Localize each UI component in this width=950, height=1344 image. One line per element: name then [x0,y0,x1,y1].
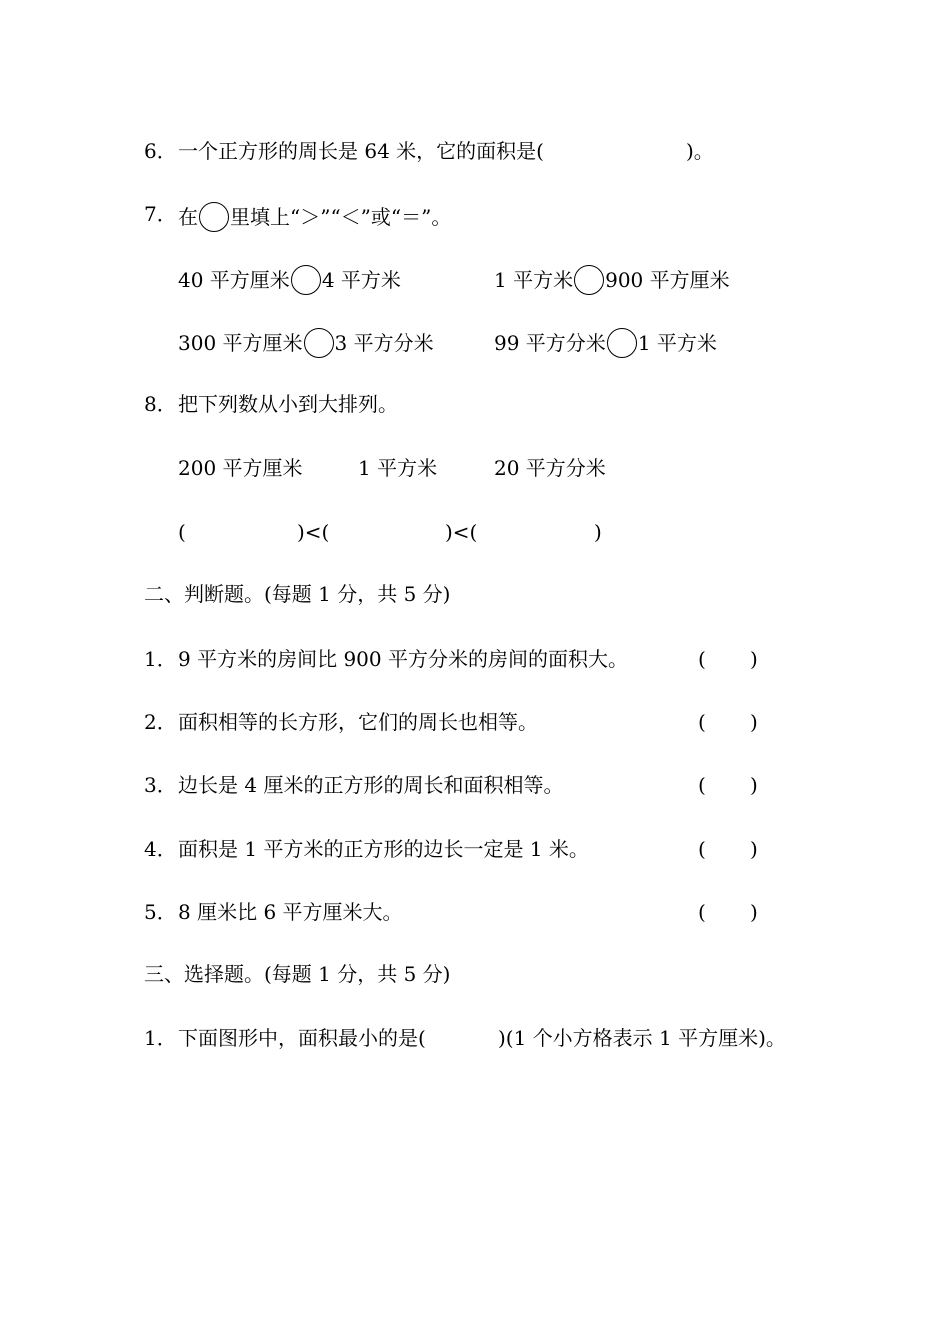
circle-blank-icon[interactable] [574,265,604,295]
s2-item-4-text: 面积是 1 平方米的正方形的边长一定是 1 米。 [178,837,589,861]
s2-item-4-open: ( [698,837,706,861]
q6-text: 一个正方形的周长是 64 米，它的面积是( [178,139,544,163]
q8-value-2: 1 平方米 [358,456,438,480]
s3-q1-number: 1． [144,1026,177,1050]
s3-q1-text: 下面图形中，面积最小的是( [178,1026,426,1050]
q8-value-3: 20 平方分米 [494,456,606,480]
q8-value-1: 200 平方厘米 [178,456,303,480]
s2-item-3-open: ( [698,773,706,797]
q7-item-1: 40 平方厘米 4 平方米 [178,265,401,295]
q7-instruction: 在 里填上“＞”“＜”或“＝”。 [178,202,451,232]
s2-item-3-number: 3． [144,773,177,797]
s2-item-5-number: 5． [144,900,177,924]
q8-text: 把下列数从小到大排列。 [178,392,398,416]
s2-item-5-text: 8 厘米比 6 平方厘米大。 [178,900,403,924]
s2-item-3-close: ) [750,773,758,797]
s2-item-5-close: ) [750,900,758,924]
q8-blank-sep-2: )<( [445,520,478,544]
q7-item-3: 300 平方厘米 3 平方分米 [178,328,434,358]
s2-item-1-close: ) [750,647,758,671]
s2-item-5-open: ( [698,900,706,924]
s2-item-1-text: 9 平方米的房间比 900 平方分米的房间的面积大。 [178,647,628,671]
s2-item-2-text: 面积相等的长方形，它们的周长也相等。 [178,710,538,734]
s2-item-3-text: 边长是 4 厘米的正方形的周长和面积相等。 [178,773,564,797]
circle-blank-icon[interactable] [304,328,334,358]
s2-item-2-number: 2． [144,710,177,734]
q6-close-paren: )。 [686,139,714,163]
s2-item-1-number: 1． [144,647,177,671]
q6-number: 6． [144,139,177,163]
s2-item-2-close: ) [750,710,758,734]
circle-blank-icon [199,202,229,232]
s3-q1-text-after: )(1 个小方格表示 1 平方厘米)。 [498,1026,786,1050]
section3-title: 三、选择题。(每题 1 分，共 5 分) [144,962,451,986]
s2-item-2-open: ( [698,710,706,734]
q8-number: 8． [144,392,177,416]
s2-item-4-close: ) [750,837,758,861]
q8-blank-sep-1: )<( [297,520,330,544]
circle-blank-icon[interactable] [607,328,637,358]
q7-item-4: 99 平方分米 1 平方米 [494,328,717,358]
s2-item-1-open: ( [698,647,706,671]
s2-item-4-number: 4． [144,837,177,861]
circle-blank-icon[interactable] [291,265,321,295]
q8-blank-open: ( [178,520,186,544]
q7-item-2: 1 平方米 900 平方厘米 [494,265,730,295]
q8-blank-close: ) [594,520,602,544]
section2-title: 二、判断题。(每题 1 分，共 5 分) [144,582,451,606]
q7-number: 7． [144,202,177,226]
